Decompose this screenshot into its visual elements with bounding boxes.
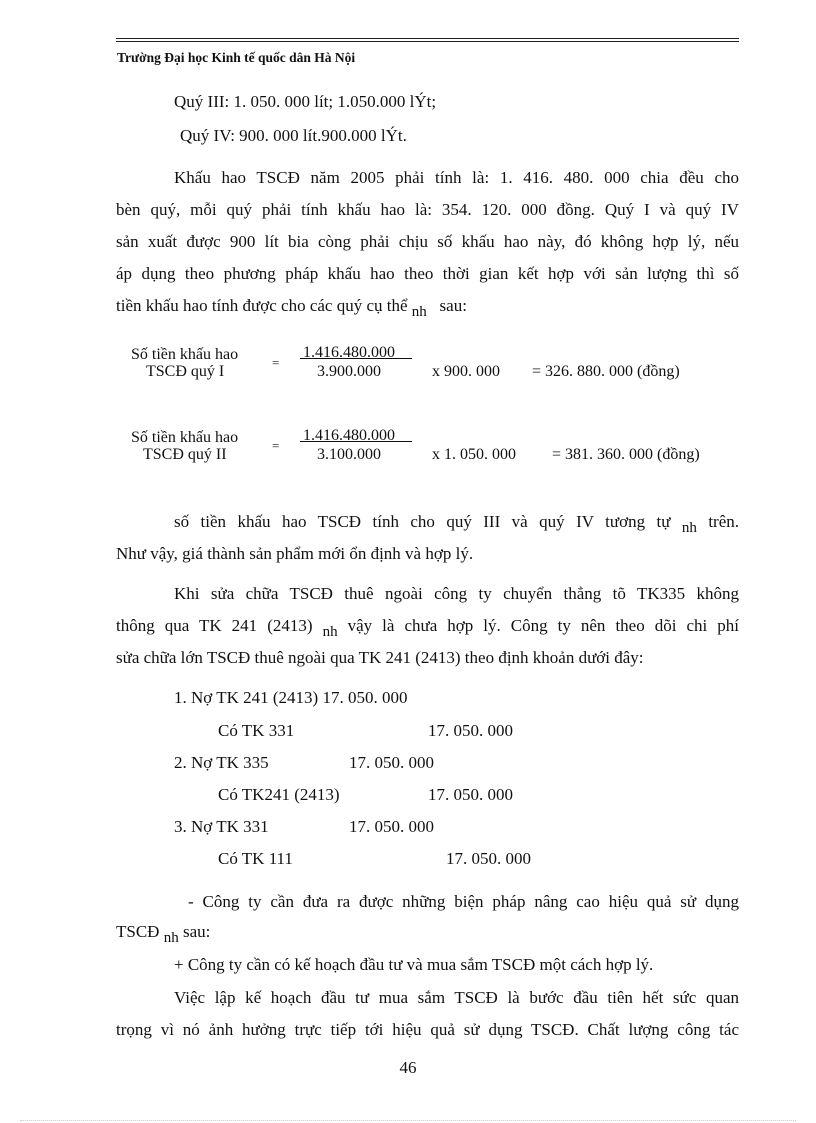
page-header: Trường Đại học Kinh tế quốc dân Hà Nội	[117, 50, 356, 65]
entry1-credit-account: Có TK 331	[218, 721, 295, 740]
header-rule-bottom	[116, 41, 739, 42]
page-bottom-divider	[20, 1120, 796, 1121]
formula1-multiplier: x 900. 000	[432, 363, 500, 380]
paragraph3-line3: sửa chữa lớn TSCĐ thuê ngoài qua TK 241 (2413) theo định khoản dưới đây:	[116, 648, 644, 667]
entry3-credit-account: Có TK 111	[218, 849, 293, 868]
entry3-credit-amount: 17. 050. 000	[446, 849, 531, 868]
header-rule-top	[116, 38, 739, 39]
entry1-credit-amount: 17. 050. 000	[428, 721, 513, 740]
paragraph6-line2: trọng vì nó ảnh hưởng trực tiếp tới hiệu quả sử dụng TSCĐ. Chất lượng công tác	[116, 1020, 739, 1039]
line-q4: Quý IV: 900. 000 lít.900.000 lÝt.	[180, 126, 407, 145]
paragraph4-line2: TSCĐ nh sau:	[116, 922, 211, 946]
paragraph1-line3: sản xuất được 900 lít bia còng phải chịu số khấu hao này, đó không hợp lý, nếu	[116, 232, 739, 251]
paragraph1-line5: tiền khấu hao tính được cho các quý cụ thể nh sau:	[116, 296, 467, 320]
entry3-debit-account: 3. Nợ TK 331	[174, 817, 269, 836]
paragraph1-line2: bèn quý, mỗi quý phải tính khấu hao là: 354. 120. 000 đồng. Quý I và quý IV	[116, 200, 739, 219]
paragraph1-line4: áp dụng theo phương pháp khấu hao theo thời gian kết hợp với sản lượng thì số	[116, 264, 739, 283]
formula1-numerator: 1.416.480.000	[303, 344, 395, 361]
formula2-equals: =	[272, 438, 280, 453]
formula2-multiplier: x 1. 050. 000	[432, 446, 516, 463]
formula1-label-line2: TSCĐ quý I	[146, 363, 225, 380]
formula1-equals: =	[272, 355, 280, 370]
formula2-label-line2: TSCĐ quý II	[143, 446, 227, 463]
entry1-debit: 1. Nợ TK 241 (2413) 17. 050. 000	[174, 688, 408, 707]
paragraph4-line1: - Công ty cần đưa ra được những biện pháp nâng cao hiệu quả sử dụng	[188, 892, 739, 911]
paragraph5: + Công ty cần có kế hoạch đầu tư và mua sắm TSCĐ một cách hợp lý.	[174, 955, 654, 974]
formula1-denominator: 3.900.000	[317, 363, 381, 380]
formula2-result: = 381. 360. 000 (đồng)	[552, 446, 700, 463]
entry2-credit-amount: 17. 050. 000	[428, 785, 513, 804]
entry3-debit-amount: 17. 050. 000	[349, 817, 434, 836]
line-q3: Quý III: 1. 050. 000 lít; 1.050.000 lÝt;	[174, 92, 437, 111]
paragraph3-line2: thông qua TK 241 (2413) nh vậy là chưa hợp lý. Công ty nên theo dõi chi phí	[116, 616, 739, 640]
formula1-result: = 326. 880. 000 (đồng)	[532, 363, 680, 380]
paragraph2-line1: số tiền khấu hao TSCĐ tính cho quý III và quý IV tương tự nh trên.	[174, 512, 740, 536]
formula1-label-line1: Số tiền khấu hao	[131, 346, 239, 363]
formula2-fraction-bar	[300, 441, 412, 442]
paragraph6-line1: Việc lập kế hoạch đầu tư mua sắm TSCĐ là bước đầu tiên hết sức quan	[174, 988, 739, 1007]
formula2-label-line1: Số tiền khấu hao	[131, 429, 239, 446]
page-number: 46	[399, 1058, 417, 1077]
paragraph3-line1: Khi sửa chữa TSCĐ thuê ngoài công ty chuyển thẳng tõ TK335 không	[174, 584, 739, 603]
paragraph1-line1: Khấu hao TSCĐ năm 2005 phải tính là: 1. 416. 480. 000 chia đều cho	[174, 168, 739, 187]
formula2-denominator: 3.100.000	[317, 446, 381, 463]
paragraph2-line2: Như vậy, giá thành sản phẩm mới ổn định và hợp lý.	[116, 544, 474, 563]
entry2-debit-account: 2. Nợ TK 335	[174, 753, 269, 772]
formula1-fraction-bar	[300, 358, 412, 359]
formula2-numerator: 1.416.480.000	[303, 427, 395, 444]
entry2-credit-account: Có TK241 (2413)	[218, 785, 340, 804]
entry2-debit-amount: 17. 050. 000	[349, 753, 434, 772]
